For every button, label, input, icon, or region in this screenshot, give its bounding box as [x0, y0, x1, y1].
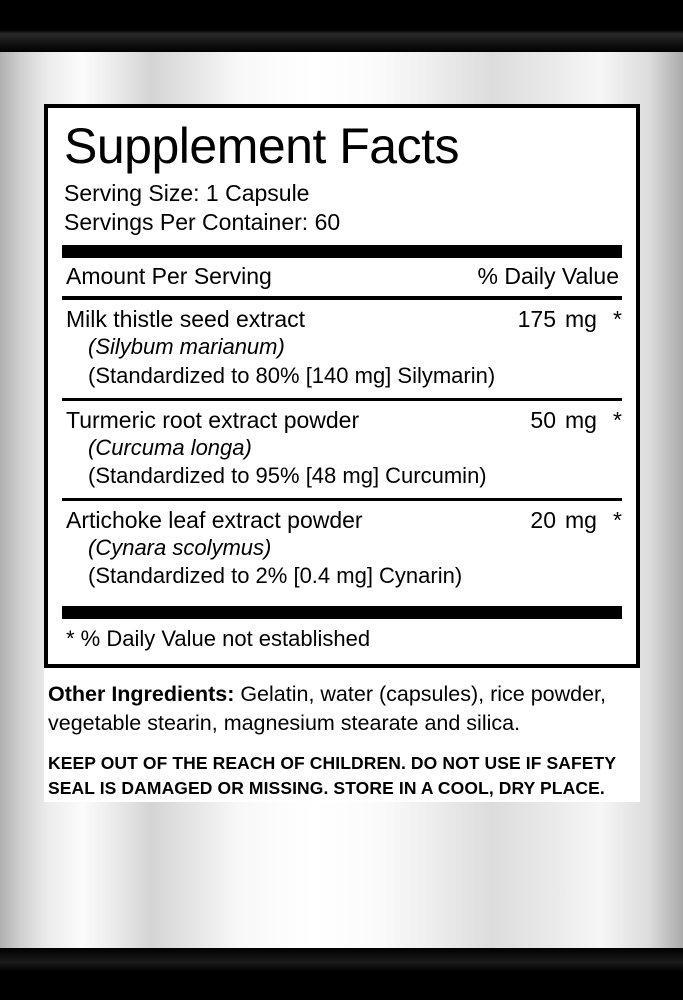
nutrient-amount: 50: [530, 406, 556, 433]
nutrient-amount: 20: [530, 506, 556, 533]
nutrient-name: Milk thistle seed extract: [66, 306, 306, 333]
nutrient-standardization: (Standardized to 80% [140 mg] Silymarin): [88, 362, 496, 388]
table-row: [60, 401, 624, 498]
serving-size: Serving Size: 1 Capsule: [64, 179, 310, 206]
other-ingredients: [48, 680, 638, 738]
warning-text: KEEP OUT OF THE REACH OF CHILDREN. DO NOT USE IF SAFETY SEAL IS DAMAGED OR MISSING. STORE IN A COOL, DRY PLACE.: [48, 752, 616, 799]
nutrient-amount: 175: [517, 306, 556, 333]
nutrient-unit: mg: [565, 506, 597, 533]
page-title: Supplement Facts: [64, 118, 459, 174]
daily-value-footnote: * % Daily Value not established: [66, 625, 371, 651]
nutrient-name: Artichoke leaf extract powder: [66, 506, 363, 533]
supplement-facts-box: [44, 104, 640, 668]
label-secondary-text: [44, 668, 640, 802]
nutrient-latin-name: (Silybum marianum): [88, 334, 285, 360]
amount-per-serving-header: Amount Per Serving: [66, 263, 272, 290]
nutrient-standardization: (Standardized to 2% [0.4 mg] Cynarin): [88, 563, 463, 589]
nutrient-daily-value: *: [613, 406, 622, 433]
supplement-facts-panel: [44, 104, 640, 802]
nutrient-unit: mg: [565, 306, 597, 333]
other-ingredients-label: Other Ingredients:: [48, 681, 235, 706]
nutrient-daily-value: *: [613, 506, 622, 533]
nutrient-daily-value: *: [613, 306, 622, 333]
table-row: [60, 501, 624, 598]
divider-thick-bottom: [62, 606, 622, 619]
nutrient-name: Turmeric root extract powder: [66, 406, 360, 433]
table-row: [60, 300, 624, 397]
table-header-row: [60, 258, 624, 296]
nutrient-unit: mg: [565, 406, 597, 433]
servings-per-container: Servings Per Container: 60: [64, 208, 341, 235]
daily-value-header: % Daily Value: [477, 263, 619, 290]
nutrient-latin-name: (Curcuma longa): [88, 434, 252, 460]
divider-thick-top: [62, 245, 622, 258]
nutrient-latin-name: (Cynara scolymus): [88, 534, 272, 560]
other-ingredients-text: Gelatin, water (capsules), rice powder, vegetable stearin, magnesium stearate and silica.: [48, 681, 606, 735]
nutrient-standardization: (Standardized to 95% [48 mg] Curcumin): [88, 463, 487, 489]
